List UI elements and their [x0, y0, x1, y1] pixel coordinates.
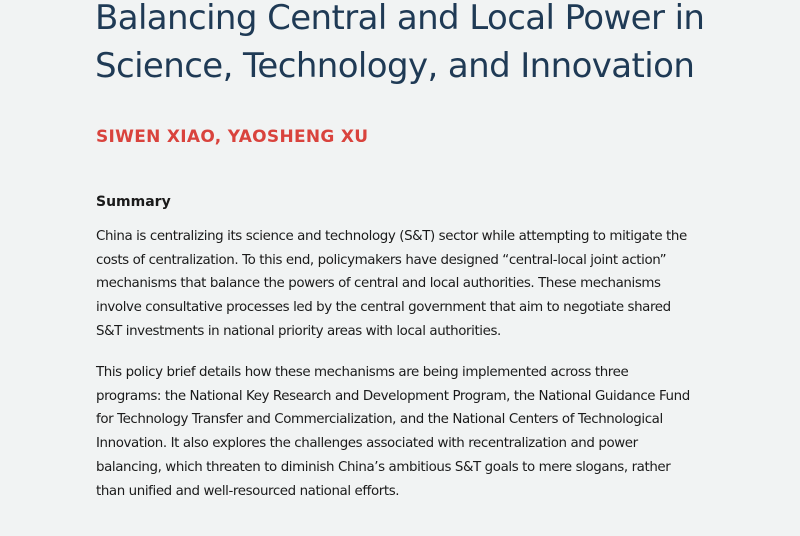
summary-heading: Summary: [96, 194, 171, 210]
summary-paragraph-2: This policy brief details how these mechanisms are being implemented across three programs: the National Key Research and Development Program, the National Guidance Fund for Technology Transfer and Commercialization, and the National Centers of Technological Innovation. It also explores the challenges associated with recentralization and power balancing, which threaten to diminish China’s ambitious S&T goals to mere slogans, rather than unified and well-resourced national efforts.: [96, 365, 690, 499]
summary-paragraph-1: China is centralizing its science and technology (S&T) sector while attempting to mitigate the costs of centralization. To this end, policymakers have designed “central-local joint action” mechanisms that balance the powers of central and local authorities. These mechanisms involve consultative processes led by the central government that aim to negotiate shared S&T investments in national priority areas with local authorities.: [96, 229, 687, 339]
author-names: SIWEN XIAO, YAOSHENG XU: [96, 127, 369, 147]
document-title: Balancing Central and Local Power in Science, Technology, and Innovation: [95, 0, 705, 86]
